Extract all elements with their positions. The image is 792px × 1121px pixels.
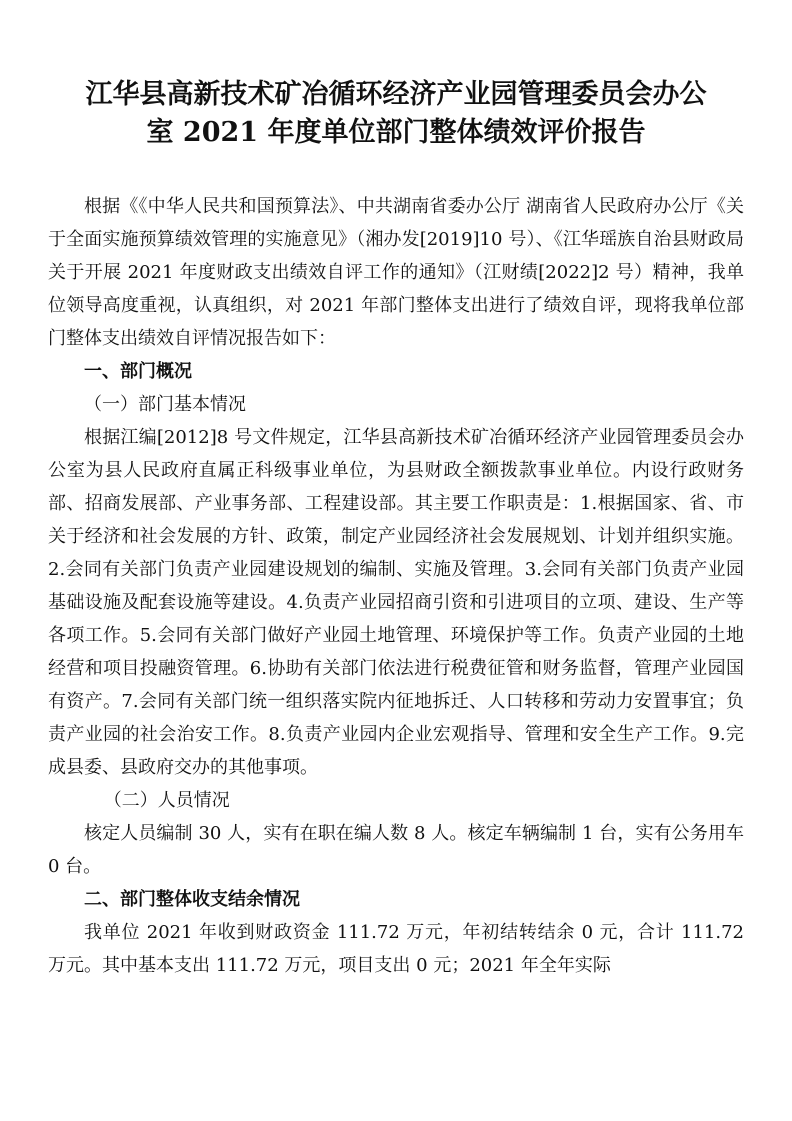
report-body — [48, 190, 744, 982]
section-1-basic-paragraph: 根据江编[2012]8 号文件规定，江华县高新技术矿冶循环经济产业园管理委员会办公室为县人民政府直属正科级事业单位，为县财政全额拨款事业单位。内设行政财务部、招商发展部、产业事务部、工程建设部。其主要工作职责是：1.根据国家、省、市关于经济和社会发展的方针、政策，制定产业园经济社会发展规划、计划并组织实施。2.会同有关部门负责产业园建设规划的编制、实施及管理。3.会同有关部门负责产业园基础设施及配套设施等建设。4.负责产业园招商引资和引进项目的立项、建设、生产等各项工作。5.会同有关部门做好产业园土地管理、环境保护等工作。负责产业园的土地经营和项目投融资管理。6.协助有关部门依法进行税费征管和财务监督，管理产业园国有资产。7.会同有关部门统一组织落实院内征地拆迁、人口转移和劳动力安置事宜；负责产业园的社会治安工作。8.负责产业园内企业宏观指导、管理和安全生产工作。9.完成县委、县政府交办的其他事项。 — [48, 427, 744, 778]
section-1-staff-paragraph: 核定人员编制 30 人，实有在职在编人数 8 人。核定车辆编制 1 台，实有公务用车 0 台。 — [48, 823, 744, 877]
report-title-line-1: 江华县高新技术矿冶循环经济产业园管理委员会办公 — [85, 79, 707, 110]
section-1-subheading-basic: （一）部门基本情况 — [84, 394, 246, 415]
section-2-heading: 二、部门整体收支结余情况 — [84, 889, 300, 910]
report-title-line-2: 室 2021 年度单位部门整体绩效评价报告 — [146, 117, 646, 148]
section-2-paragraph: 我单位 2021 年收到财政资金 111.72 万元，年初结转结余 0 元，合计 111.72 万元。其中基本支出 111.72 万元，项目支出 0 元；2021 年全年实际 — [48, 922, 744, 976]
section-1-heading: 一、部门概况 — [84, 361, 192, 382]
intro-paragraph: 根据《《中华人民共和国预算法》、中共湖南省委办公厅 湖南省人民政府办公厅《关于全面实施预算绩效管理的实施意见》（湘办发[2019]10 号）、《江华瑶族自治县财政局关于开展 2021 年度财政支出绩效自评工作的通知》（江财绩[2022]2 号）精神，我单位领导高度重视，认真组织，对 2021 年部门整体支出进行了绩效自评，现将我单位部门整体支出绩效自评情况报告如下： — [48, 196, 744, 349]
report-title — [40, 76, 752, 152]
section-1-subheading-staff: （二）人员情况 — [103, 790, 230, 811]
